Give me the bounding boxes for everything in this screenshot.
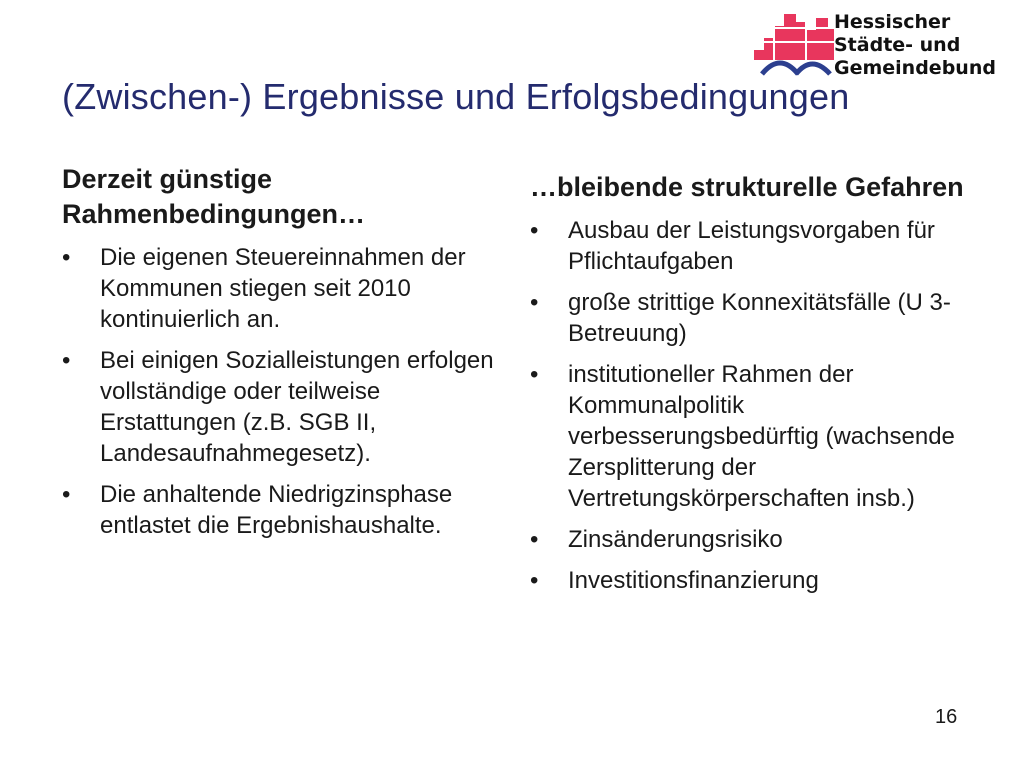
logo-emblem-icon	[750, 8, 840, 78]
bullet-icon: •	[530, 526, 539, 553]
bullet-icon: •	[530, 289, 539, 316]
list-item	[530, 524, 980, 555]
list-item-text: Zinsänderungsrisiko	[568, 526, 783, 553]
page-number: 16	[935, 706, 958, 728]
list-item	[62, 242, 502, 335]
list-item	[530, 565, 980, 596]
list-item-text: Ausbau der Leistungsvorgaben für Pflichtaufgaben	[568, 217, 935, 275]
list-item	[530, 215, 980, 277]
list-item-text: große strittige Konnexitätsfälle (U 3- Betreuung)	[568, 289, 951, 347]
logo-wordmark	[834, 11, 996, 80]
right-column	[530, 162, 980, 606]
list-item-text: Die anhaltende Niedrigzinsphase entlastet die Ergebnishaushalte.	[100, 481, 453, 539]
list-item-text: institutioneller Rahmen der Kommunalpolitik verbesserungsbedürftig (wachsende Zersplitterung der Vertretungskörperschaften insb.)	[568, 361, 955, 512]
list-item	[530, 359, 980, 514]
bullet-icon: •	[62, 244, 71, 271]
list-item-text: Die eigenen Steuereinnahmen der Kommunen stiegen seit 2010 kontinuierlich an.	[100, 244, 466, 333]
logo-line-2: Städte- und	[834, 34, 961, 56]
right-bullet-list	[530, 215, 980, 596]
left-bullet-list	[62, 242, 502, 541]
list-item-text: Investitionsfinanzierung	[568, 567, 819, 594]
organization-logo	[750, 8, 1000, 78]
slide-title: (Zwischen-) Ergebnisse und Erfolgsbedingungen	[62, 76, 850, 117]
list-item-text: Bei einigen Sozialleistungen erfolgen vollständige oder teilweise Erstattungen (z.B. SGB II, Landesaufnahmegesetz).	[100, 347, 494, 467]
bullet-icon: •	[62, 481, 71, 508]
left-column	[62, 162, 502, 551]
list-item	[62, 345, 502, 469]
bullet-icon: •	[530, 361, 539, 388]
list-item	[530, 287, 980, 349]
right-heading: …bleibende strukturelle Gefahren	[530, 172, 964, 202]
logo-line-1: Hessischer	[834, 11, 951, 33]
bullet-icon: •	[62, 347, 71, 374]
list-item	[62, 479, 502, 541]
bullet-icon: •	[530, 217, 539, 244]
bullet-icon: •	[530, 567, 539, 594]
logo-line-3: Gemeindebund	[834, 57, 996, 79]
left-heading: Derzeit günstige Rahmenbedingungen…	[62, 164, 365, 229]
